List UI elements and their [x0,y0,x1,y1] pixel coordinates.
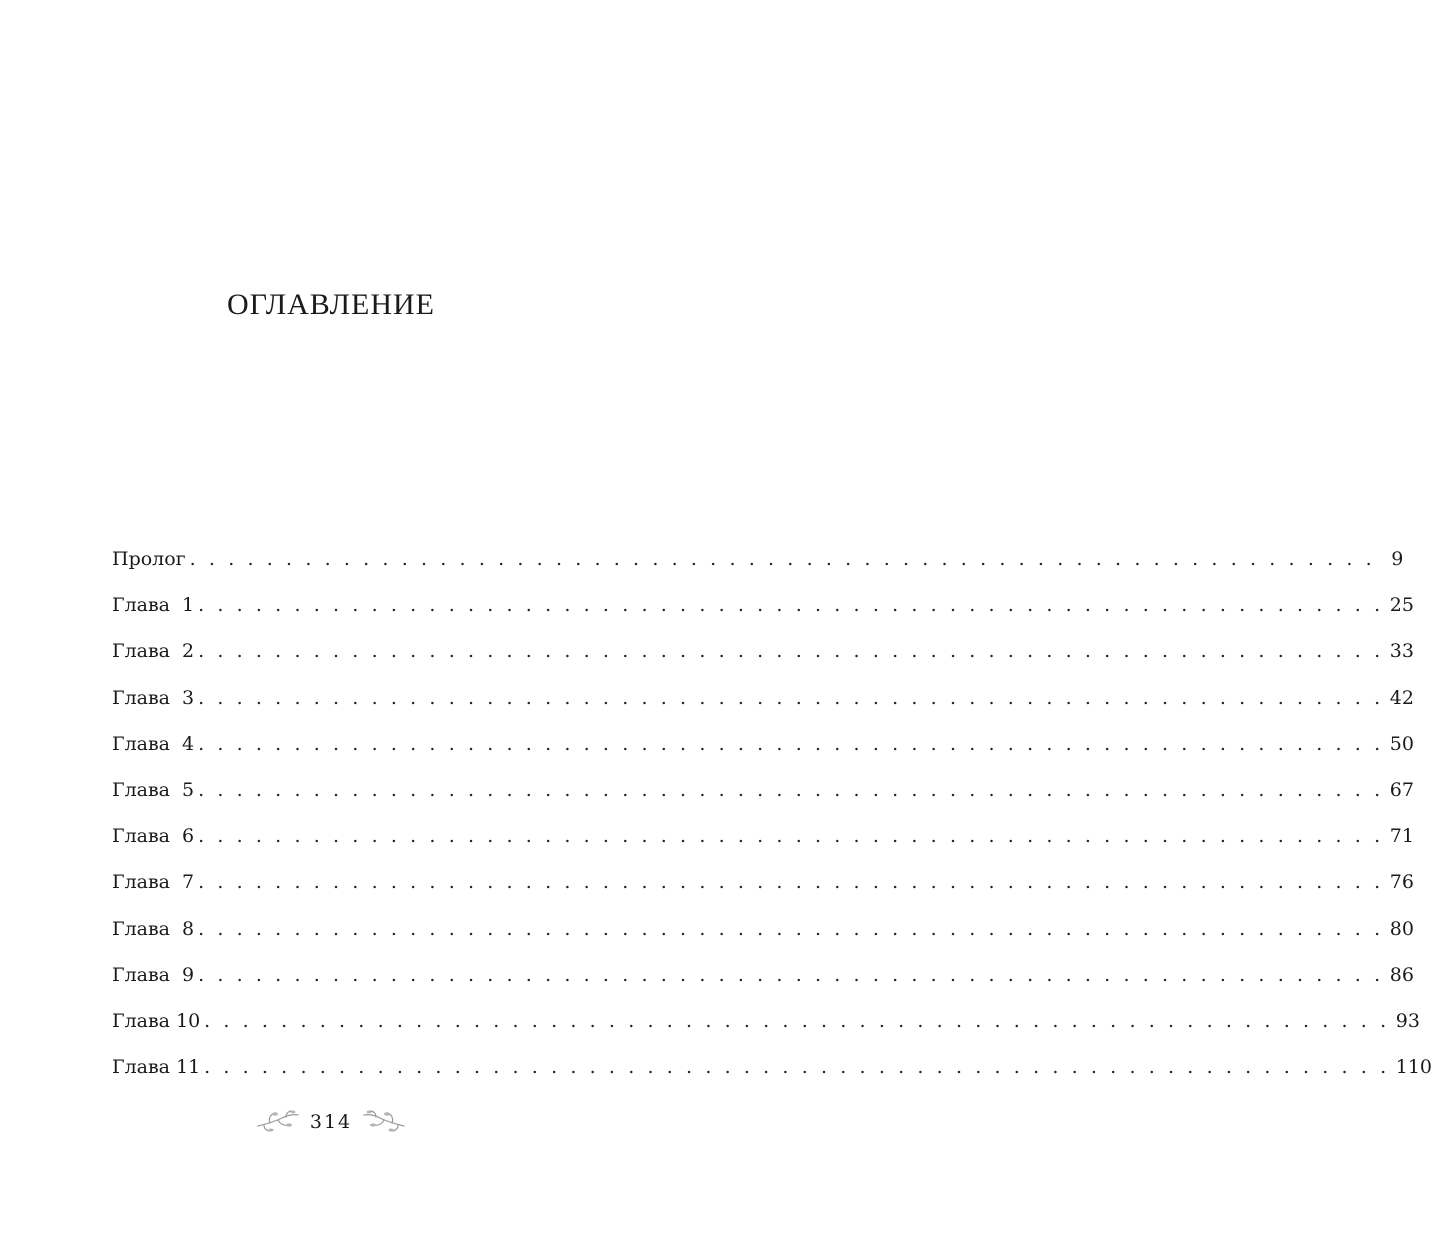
toc-page-number: 67 [1389,778,1414,801]
toc-page-number: 86 [1389,963,1414,986]
toc-chapter-number: 7 [181,871,195,894]
toc-page-number: 76 [1389,871,1414,894]
page-footer [0,1110,662,1134]
table-of-contents [112,543,1432,1097]
toc-chapter-number: 5 [181,778,195,801]
toc-chapter-word: Глава [112,778,171,801]
page-number: 314 [309,1111,353,1133]
toc-chapter-number: 1 [181,594,195,617]
toc-chapter-word: Глава [112,686,171,709]
toc-row-chapter-3 [112,682,1414,728]
toc-leader-dots: . . . . . . . . . . . . . . . . . . . . . . . . . . . . . . . . . . . . . . . . . . . . . . . . . . . . . . . . . . . . . . [189,548,1376,570]
toc-chapter-word: Глава [112,1056,171,1079]
toc-label: Пролог [112,548,186,570]
toc-leader-dots: . . . . . . . . . . . . . . . . . . . . . . . . . . . . . . . . . . . . . . . . . . . . . . . . . . . . . . . . . . . . . . [204,1009,1390,1032]
toc-chapter-number: 6 [181,825,195,848]
toc-leader-dots: . . . . . . . . . . . . . . . . . . . . . . . . . . . . . . . . . . . . . . . . . . . . . . . . . . . . . . . . . . . . . . [198,871,1384,894]
toc-leader-dots: . . . . . . . . . . . . . . . . . . . . . . . . . . . . . . . . . . . . . . . . . . . . . . . . . . . . . . . . . . . . . . [198,963,1384,986]
toc-row-chapter-6 [112,820,1414,866]
toc-row-chapter-1 [112,589,1414,635]
toc-chapter-number: 9 [181,963,195,986]
toc-chapter-number: 8 [181,917,195,940]
toc-leader-dots: . . . . . . . . . . . . . . . . . . . . . . . . . . . . . . . . . . . . . . . . . . . . . . . . . . . . . . . . . . . . . . [198,640,1384,663]
toc-page-number: 71 [1389,825,1414,848]
toc-chapter-number: 10 [176,1009,201,1032]
page-title: ОГЛАВЛЕНИЕ [227,288,435,321]
toc-leader-dots: . . . . . . . . . . . . . . . . . . . . . . . . . . . . . . . . . . . . . . . . . . . . . . . . . . . . . . . . . . . . . . [204,1056,1390,1079]
toc-chapter-number: 3 [181,686,195,709]
toc-page-number: 33 [1389,640,1414,663]
toc-page-number: 93 [1395,1009,1420,1032]
toc-row-chapter-10 [112,1005,1420,1051]
toc-chapter-number: 11 [176,1056,201,1079]
toc-row-prologue [112,543,1404,589]
floral-ornament-icon [362,1110,406,1134]
toc-chapter-word: Глава [112,963,171,986]
toc-page-number: 25 [1389,594,1414,617]
toc-row-chapter-7 [112,866,1414,912]
toc-chapter-word: Глава [112,917,171,940]
toc-row-chapter-5 [112,774,1414,820]
toc-row-chapter-8 [112,913,1414,959]
toc-leader-dots: . . . . . . . . . . . . . . . . . . . . . . . . . . . . . . . . . . . . . . . . . . . . . . . . . . . . . . . . . . . . . . [198,686,1384,709]
toc-row-chapter-11 [112,1051,1432,1097]
toc-row-chapter-2 [112,635,1414,681]
toc-leader-dots: . . . . . . . . . . . . . . . . . . . . . . . . . . . . . . . . . . . . . . . . . . . . . . . . . . . . . . . . . . . . . . [198,917,1384,940]
toc-row-chapter-4 [112,728,1414,774]
toc-chapter-word: Глава [112,732,171,755]
toc-row-chapter-9 [112,959,1414,1005]
toc-chapter-word: Глава [112,871,171,894]
toc-chapter-word: Глава [112,1009,171,1032]
toc-chapter-word: Глава [112,640,171,663]
toc-chapter-number: 4 [181,732,195,755]
toc-page-number: 50 [1389,732,1414,755]
toc-page-number: 80 [1389,917,1414,940]
toc-leader-dots: . . . . . . . . . . . . . . . . . . . . . . . . . . . . . . . . . . . . . . . . . . . . . . . . . . . . . . . . . . . . . . [198,732,1384,755]
toc-page-number: 110 [1395,1056,1432,1079]
toc-leader-dots: . . . . . . . . . . . . . . . . . . . . . . . . . . . . . . . . . . . . . . . . . . . . . . . . . . . . . . . . . . . . . . [198,825,1384,848]
toc-chapter-word: Глава [112,594,171,617]
toc-chapter-number: 2 [181,640,195,663]
toc-leader-dots: . . . . . . . . . . . . . . . . . . . . . . . . . . . . . . . . . . . . . . . . . . . . . . . . . . . . . . . . . . . . . . [198,594,1384,617]
toc-leader-dots: . . . . . . . . . . . . . . . . . . . . . . . . . . . . . . . . . . . . . . . . . . . . . . . . . . . . . . . . . . . . . . [198,778,1384,801]
toc-page-number: 9 [1391,548,1404,570]
toc-page-number: 42 [1389,686,1414,709]
floral-ornament-icon [256,1110,300,1134]
toc-chapter-word: Глава [112,825,171,848]
